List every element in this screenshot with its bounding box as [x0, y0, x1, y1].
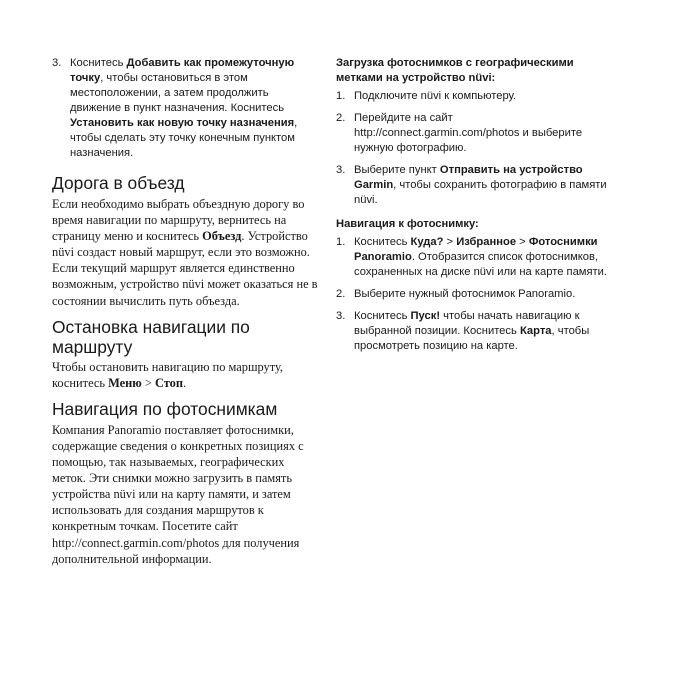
- panoramio-photos-option: Фотоснимки Panoramio: [354, 236, 598, 263]
- stop-navigation-paragraph: Чтобы остановить навигацию по маршруту, коснитесь Меню > Стоп.: [52, 359, 284, 390]
- step-number: 2.: [336, 112, 346, 124]
- left-column: [52, 56, 320, 567]
- favorites-option: Избранное: [456, 236, 517, 248]
- upload-step-2: 2. Перейдите на сайт http://connect.garmin.com/photos и выберите нужную фотографию.: [336, 112, 583, 154]
- go-option: Пуск!: [410, 310, 441, 322]
- step-number: 1.: [336, 90, 346, 102]
- step-3: 3. Коснитесь Добавить как промежуточную точку, чтобы остановиться в этом местоположении, а затем продолжить движение в пункт назначения. Коснитесь Установить как новую точку назначения, чтобы сделать эту точку конечным пунктом назначения.: [52, 57, 298, 159]
- navigate-step-2: 2. Выберите нужный фотоснимок Panoramio.: [336, 288, 576, 300]
- where-to-option: Куда?: [410, 236, 444, 248]
- detour-option: Объезд: [202, 229, 242, 244]
- upload-step-list: [336, 89, 616, 208]
- stop-option: Стоп: [154, 375, 184, 390]
- set-destination-option: Установить как новую точку назначения: [70, 117, 295, 129]
- step-number: 3.: [52, 57, 62, 69]
- navigate-to-photo-title: Навигация к фотоснимку:: [336, 218, 479, 230]
- navigate-step-list: [336, 235, 616, 354]
- upload-photos-title: Загрузка фотоснимков с географическими метками на устройство nüvi:: [336, 57, 574, 84]
- send-to-device-option: Отправить на устройство Garmin: [354, 164, 583, 191]
- photo-navigation-heading: Навигация по фотоснимкам: [52, 398, 278, 419]
- detour-heading: Дорога в объезд: [52, 173, 185, 193]
- navigate-step-3: 3. Коснитесь Пуск! чтобы начать навигацию к выбранной позиции. Коснитесь Карта, чтобы просмотреть позицию на карте.: [336, 310, 590, 352]
- menu-option: Меню: [108, 375, 142, 390]
- upload-step-1: 1. Подключите nüvi к компьютеру.: [336, 90, 517, 102]
- stop-navigation-heading: Остановка навигации по маршруту: [52, 316, 250, 357]
- map-option: Карта: [519, 325, 552, 337]
- step-number: 2.: [336, 288, 346, 300]
- photo-navigation-paragraph: Компания Panoramio поставляет фотоснимки, содержащие сведения о конкретных позициях с помощью, так называемых, географических меток. Эти снимки можно загрузить в память устройства nüvi или на карту памяти, и затем использовать для создания маршрутов к конкретным точкам. Посетите сайт http://connect.garmin.com/photos для получения дополнительной информации.: [52, 422, 304, 566]
- detour-paragraph: Если необходимо выбрать объездную дорогу во время навигации по маршруту, вернитесь на страницу меню и коснитесь Объезд. Устройство nüvi создаст новый маршрут, если это возможно. Если текущий маршрут является единственно возможным, устройство nüvi может оказаться не в состоянии вычислить путь объезда.: [52, 197, 318, 308]
- upload-step-3: 3. Выберите пункт Отправить на устройство Garmin, чтобы сохранить фотографию в памяти nüvi.: [336, 164, 607, 206]
- waypoint-step-list: [52, 56, 320, 161]
- step-number: 3.: [336, 310, 346, 322]
- add-waypoint-option: Добавить как промежуточную точку: [70, 57, 295, 84]
- step-number: 1.: [336, 236, 346, 248]
- navigate-step-1: 1. Коснитесь Куда? > Избранное > Фотоснимки Panoramio. Отобразится список фотоснимков, сохраненных на диске nüvi или на карте памяти.: [336, 236, 608, 278]
- right-column: [336, 56, 616, 361]
- step-number: 3.: [336, 164, 346, 176]
